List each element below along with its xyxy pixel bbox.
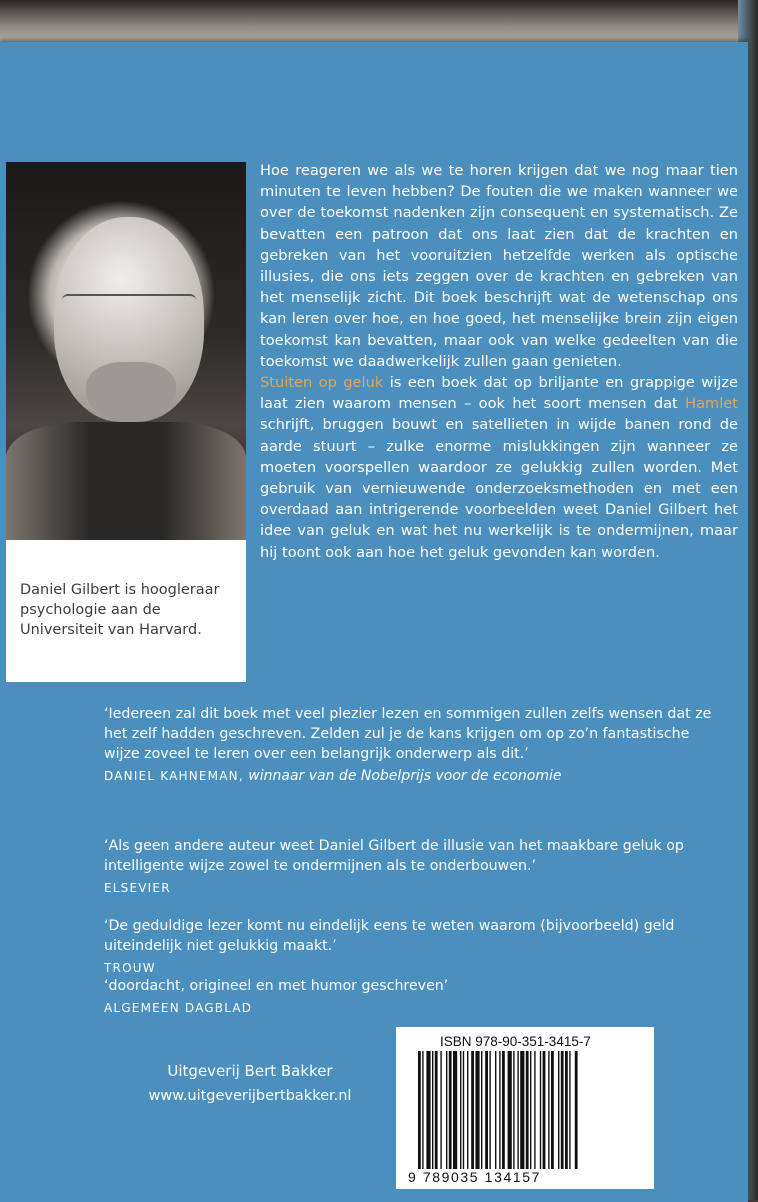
barcode (418, 1051, 644, 1169)
author-photo (6, 162, 246, 540)
review-quote (104, 917, 724, 975)
barcode-bar (485, 1051, 488, 1169)
barcode-bar (534, 1051, 535, 1169)
book-page-edge (0, 0, 758, 48)
barcode-bar (520, 1051, 524, 1169)
barcode-bar (565, 1051, 568, 1169)
barcode-bar (495, 1051, 496, 1169)
publisher-block (130, 1058, 370, 1108)
barcode-bar (453, 1051, 457, 1169)
barcode-bar (502, 1051, 505, 1169)
book-title-highlight: Stuiten op geluk (260, 374, 384, 392)
author-caption: Daniel Gilbert is hoogleraar psychologie aan de Universiteit van Harvard. (20, 582, 220, 638)
blurb-text-b: schrijft, bruggen bouwt en satellieten in wijde banen rond de aarde stuurt – zulke enorme mislukkingen zijn wanneer ze moeten voorspellen waardoor ze gelukkig zullen worden. Met gebruik van vernieuwende onderzoeksmethoden en met een overdaad aan intrigerende voorbeelden weet Daniel Gilbert het idee van geluk en wat het nu werkelijk is te ondermijnen, maar hij toont ook aan hoe het geluk gevonden kan worden. (260, 416, 738, 561)
publisher-name: Uitgeverij Bert Bakker (167, 1062, 333, 1080)
quote-source: ALGEMEEN DAGBLAD (104, 1000, 253, 1015)
barcode-bar (558, 1051, 559, 1169)
barcode-digits: 9 789035 134157 (408, 1169, 541, 1185)
photo-beard (86, 362, 176, 422)
barcode-bar (526, 1051, 529, 1169)
review-quote (104, 705, 724, 784)
blurb-paragraph-1: Hoe reageren we als we te horen krijgen dat we nog maar tien minuten te leven hebben? De fouten die we maken wanneer we over de toekomst nadenken zijn consequent en systematisch. Ze bevatten een patroon dat ons laat zien dat de krachten en gebreken van het vooruitzien hetzelfde werken als optische illusies, die ons iets zeggen over de krachten en gebreken van het menselijk zicht. Dit boek beschrijft wat de wetenschap ons kan leren over hoe, en hoe goed, het menselijke brein zijn eigen toekomst kan bevatten, maar ook van welke gedeelten van die toekomst we daadwerkelijk zullen gaan genieten. (260, 162, 738, 370)
blurb (260, 160, 738, 563)
review-quote (104, 977, 724, 1015)
barcode-bar (499, 1051, 500, 1169)
barcode-bar (540, 1051, 541, 1169)
barcode-bar (463, 1051, 464, 1169)
quote-text: ‘De geduldige lezer komt nu eindelijk eens te weten waarom (bijvoorbeeld) geld uiteindelijk niet gelukkig maakt.’ (104, 918, 675, 954)
quote-source-name: DANIEL KAHNEMAN, (104, 769, 244, 784)
photo-jacket (6, 422, 246, 540)
isbn-label: ISBN 978-90-351-3415-7 (440, 1034, 591, 1049)
barcode-bar (475, 1051, 479, 1169)
barcode-bar (517, 1051, 518, 1169)
quote-text: ‘Iedereen zal dit boek met veel plezier lezen en sommigen zullen zelfs wensen dat ze het zelf hadden geschreven. Zelden zul je de kans krijgen om op zo’n fantastische wijze zoveel te leren over een belangrijk onderwerp als dit.’ (104, 706, 712, 762)
barcode-bar (449, 1051, 452, 1169)
barcode-bar (440, 1051, 441, 1169)
barcode-bar (513, 1051, 514, 1169)
hamlet-highlight: Hamlet (685, 395, 738, 413)
barcode-bar (530, 1051, 531, 1169)
quote-source-role: winnaar van de Nobelprijs voor de economie (243, 768, 562, 785)
barcode-bar (569, 1051, 570, 1169)
photo-glasses (62, 294, 196, 326)
barcode-bar (418, 1051, 421, 1169)
barcode-bar (543, 1051, 546, 1169)
barcode-bar (489, 1051, 490, 1169)
quote-text: ‘doordacht, origineel en met humor geschreven’ (104, 978, 449, 994)
barcode-bar (575, 1051, 578, 1169)
barcode-bar (471, 1051, 474, 1169)
barcode-bar (426, 1051, 430, 1169)
quote-text: ‘Als geen andere auteur weet Daniel Gilbert de illusie van het maakbare geluk op intelligente wijze zowel te ondermijnen als te onderbouwen.’ (104, 838, 684, 874)
barcode-bar (481, 1051, 482, 1169)
barcode-bar (460, 1051, 461, 1169)
barcode-bar (508, 1051, 512, 1169)
quote-source: TROUW (104, 960, 156, 975)
barcode-bar (548, 1051, 549, 1169)
review-quote (104, 837, 724, 895)
quote-source (104, 768, 724, 784)
barcode-bar (551, 1051, 554, 1169)
quote-source: ELSEVIER (104, 880, 171, 895)
barcode-bar (561, 1051, 564, 1169)
blurb-paragraph-2 (260, 372, 738, 563)
barcode-bar (435, 1051, 438, 1169)
barcode-box (396, 1027, 654, 1189)
barcode-bar (467, 1051, 468, 1169)
barcode-bar (422, 1051, 423, 1169)
caption-box (6, 540, 246, 682)
barcode-bar (446, 1051, 447, 1169)
blurb-text-a: is een boek dat op briljante en grappige wijze laat zien waarom mensen – ook het soort mensen dat (260, 374, 738, 413)
barcode-bar (432, 1051, 433, 1169)
publisher-url: www.uitgeverijbertbakker.nl (148, 1088, 352, 1104)
